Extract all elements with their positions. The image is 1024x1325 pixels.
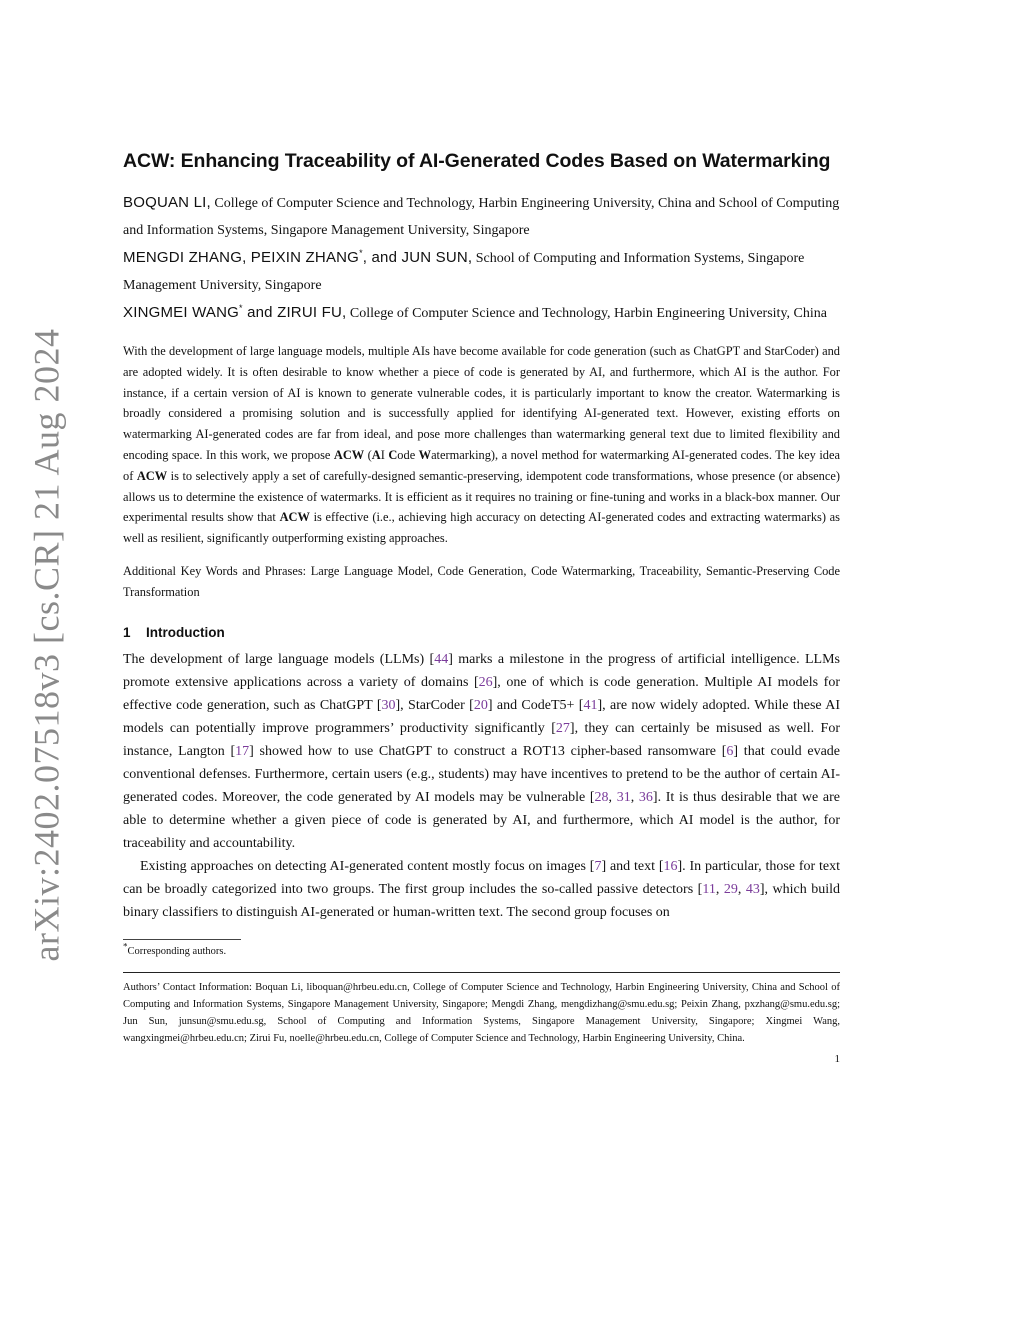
footnote-divider bbox=[123, 939, 241, 940]
acronym-letter: W bbox=[418, 447, 432, 462]
corresponding-mark: * bbox=[239, 303, 243, 313]
section-number: 1 bbox=[123, 624, 131, 640]
arxiv-stamp-text: arXiv:2402.07518v3 [cs.CR] 21 Aug 2024 bbox=[26, 328, 66, 962]
body-text: Existing approaches on detecting AI-generated content mostly focus on images [ bbox=[140, 858, 595, 874]
intro-paragraph-1 bbox=[123, 648, 840, 855]
citation-link[interactable]: 27 bbox=[555, 720, 570, 736]
arxiv-stamp bbox=[24, 328, 68, 962]
citation-link[interactable]: 29 bbox=[723, 881, 738, 897]
acw-bold: ACW bbox=[333, 447, 365, 462]
author-affiliation: School of Computing and Information Systems, Singapore Management University, Singapore bbox=[123, 251, 805, 293]
body-text: ] and text [ bbox=[601, 858, 664, 874]
body-text: ], which build binary classifiers to distinguish AI-generated or human-written text. The second group focuses on bbox=[123, 881, 841, 920]
author-names-part: MENGDI ZHANG, PEIXIN ZHANG bbox=[123, 249, 360, 266]
intro-paragraph-2 bbox=[123, 855, 840, 924]
abstract-text: atermarking), a novel method for watermarking AI-generated codes. The key idea of bbox=[123, 447, 840, 483]
author-names-part: XINGMEI WANG bbox=[123, 304, 240, 321]
footnote bbox=[123, 941, 840, 960]
body-text: , bbox=[608, 789, 617, 805]
citation-link[interactable]: 17 bbox=[235, 743, 250, 759]
body-text: , bbox=[630, 789, 639, 805]
body-text: ] and CodeT5+ [ bbox=[487, 697, 584, 713]
body-text: ], one of which is code generation. Multiple AI models for effective code generation, such as ChatGPT [ bbox=[123, 674, 841, 713]
abstract-text: I bbox=[380, 447, 389, 462]
body-text: ] marks a milestone in the progress of artificial intelligence. LLMs promote extensive applications across a variety of domains [ bbox=[123, 651, 840, 690]
abstract-text: ( bbox=[364, 447, 372, 462]
citation-link[interactable]: 6 bbox=[726, 743, 734, 759]
paper-page bbox=[123, 150, 840, 1065]
author-names bbox=[123, 249, 472, 266]
body-text: ], are now widely adopted. While these AI models can potentially improve programmers’ productivity significantly [ bbox=[123, 697, 840, 736]
citation-link[interactable]: 41 bbox=[583, 697, 598, 713]
citation-link[interactable]: 28 bbox=[594, 789, 609, 805]
citation-link[interactable]: 7 bbox=[594, 858, 602, 874]
body-text: , bbox=[715, 881, 724, 897]
citation-link[interactable]: 31 bbox=[616, 789, 631, 805]
citation-link[interactable]: 30 bbox=[381, 697, 396, 713]
citation-link[interactable]: 16 bbox=[663, 858, 678, 874]
body-text: ], they can certainly be misused as well. For instance, Langton [ bbox=[123, 720, 840, 759]
abstract-text: ode bbox=[397, 447, 419, 462]
author-block-3 bbox=[123, 299, 840, 327]
body-text: ] showed how to use ChatGPT to construct a ROT13 cipher-based ransomware [ bbox=[249, 743, 727, 759]
footnote-text: Corresponding authors. bbox=[127, 945, 227, 957]
abstract-text: With the development of large language models, multiple AIs have become available for code generation (such as ChatGPT and StarCoder) and are adopted widely. It is often desirable to know whether a piece of code is generated by AI, and furthermore, which AI is the author. For instance, if a certain version of AI is known to generate vulnerable codes, it is particularly important to know the creator. Watermarking is broadly considered a promising solution and is successfully applied for identifying AI-generated text. However, existing efforts on watermarking AI-generated codes are far from ideal, and pose more challenges than watermarking general text due to limited flexibility and encoding space. In this work, we propose bbox=[123, 344, 840, 462]
body-text: ]. It is thus desirable that we are able to determine whether a given piece of code is generated by AI, and furthermore, which AI model is the author, for traceability and accountability. bbox=[123, 789, 841, 851]
corresponding-mark: * bbox=[359, 248, 363, 258]
keywords: Additional Key Words and Phrases: Large Language Model, Code Generation, Code Watermarking, Traceability, Semantic-Preserving Code Transformation bbox=[123, 563, 840, 599]
acronym-letter: A bbox=[371, 447, 381, 462]
acronym-letter: C bbox=[388, 447, 398, 462]
author-names bbox=[123, 304, 346, 321]
citation-link[interactable]: 26 bbox=[478, 674, 493, 690]
citation-link[interactable]: 20 bbox=[473, 697, 488, 713]
authors-contact-info: Authors’ Contact Information: Boquan Li, liboquan@hrbeu.edu.cn, College of Computer Science and Technology, Harbin Engineering University, China and School of Computing and Information Systems, Singapore Management University, Singapore; Mengdi Zhang, mengdizhang@smu.edu.sg; Peixin Zhang, pxzhang@smu.edu.sg; Jun Sun, junsun@smu.edu.sg, School of Computing and Information Systems, Singapore Management University, Singapore; Xingmei Wang, wangxingmei@hrbeu.edu.cn; Zirui Fu, noelle@hrbeu.edu.cn, College of Computer Science and Technology, Harbin Engineering University, China. bbox=[123, 981, 840, 1044]
author-names: BOQUAN LI, bbox=[123, 194, 211, 211]
page-number: 1 bbox=[834, 1052, 840, 1065]
abstract-text: is to selectively apply a set of carefully-designed semantic-preserving, idempotent code transformations, whose presence (or absence) allows us to determine the existence of watermarks. It is efficient as it requires no training or fine-tuning and works in a black-box manner. Our experimental results show that bbox=[123, 468, 840, 525]
citation-link[interactable]: 36 bbox=[638, 789, 653, 805]
citation-link[interactable]: 11 bbox=[702, 881, 716, 897]
citation-link[interactable]: 44 bbox=[434, 651, 449, 667]
citation-link[interactable]: 43 bbox=[745, 881, 760, 897]
abstract-text: is effective (i.e., achieving high accuracy on detecting AI-generated codes and extracting watermarks) as well as resilient, significantly outperforming existing approaches. bbox=[123, 510, 840, 546]
body-text: , bbox=[737, 881, 746, 897]
acw-bold: ACW bbox=[279, 510, 310, 525]
body-text: The development of large language models (LLMs) [ bbox=[123, 651, 435, 667]
contact-divider bbox=[123, 972, 840, 973]
body-text: ], StarCoder [ bbox=[395, 697, 474, 713]
body-text: ]. In particular, those for text can be broadly categorized into two groups. The first group includes the so-called passive detectors [ bbox=[123, 858, 841, 897]
author-names-part: and ZIRUI FU, bbox=[242, 304, 347, 321]
author-block-1 bbox=[123, 189, 840, 244]
author-names-part: , and JUN SUN, bbox=[362, 249, 473, 266]
author-affiliation: College of Computer Science and Technology, Harbin Engineering University, China bbox=[349, 306, 827, 321]
section-title: Introduction bbox=[146, 624, 225, 640]
paper-title: ACW: Enhancing Traceability of AI-Generated Codes Based on Watermarking bbox=[123, 150, 831, 172]
section-heading-introduction bbox=[123, 625, 840, 640]
body-text: ] that could evade conventional defenses. Furthermore, certain users (e.g., students) may have incentives to pretend to be the author of certain AI-generated codes. Moreover, the code generated by AI models may be vulnerable [ bbox=[123, 743, 841, 805]
footnote-mark: * bbox=[123, 941, 128, 952]
author-affiliation: College of Computer Science and Technology, Harbin Engineering University, China and School of Computing and Information Systems, Singapore Management University, Singapore bbox=[123, 196, 840, 238]
abstract bbox=[123, 341, 840, 549]
acw-bold: ACW bbox=[136, 468, 168, 483]
author-block-2 bbox=[123, 244, 840, 299]
